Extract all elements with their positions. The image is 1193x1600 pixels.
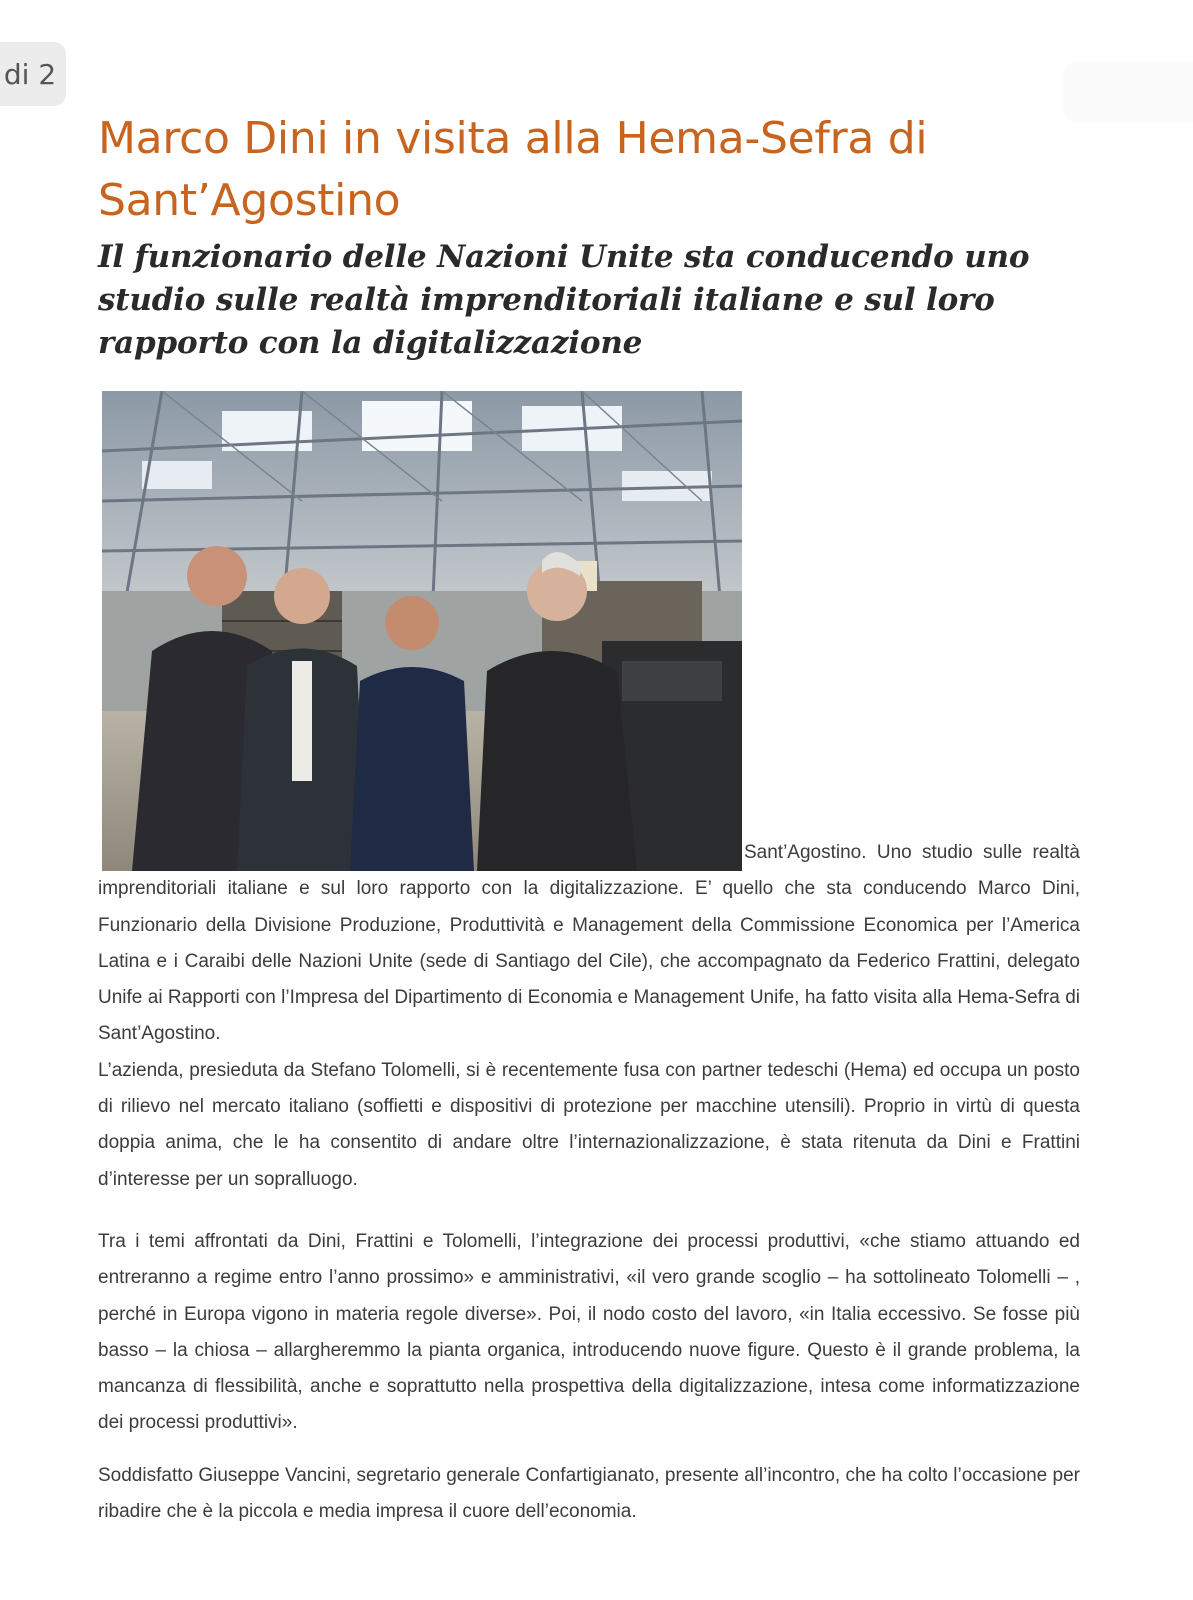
article-paragraph: L’azienda, presieduta da Stefano Tolomelli, si è recentemente fusa con partner tedeschi (Hema) ed occupa un posto di rilievo nel mercato italiano (soffietti e dispositivi di protezione per macchine utensili). Proprio in virtù di questa doppia anima, che le ha consentito di andare oltre l’internazionalizzazione, è stata ritenuta da Dini e Frattini d’interesse per un sopralluogo. [98,1059,1080,1190]
article-paragraph: Sant’Agostino. Uno studio sulle realtà imprenditoriali italiane e sul loro rapporto con la digitalizzazione. E’ quello che sta conducendo Marco Dini, Funzionario della Divisione Produzione, Produttività e Management della Commissione Economica per l’America Latina e i Caraibi delle Nazioni Unite (sede di Santiago del Cile), che accompagnato da Federico Frattini, delegato Unife ai Rapporti con l’Impresa del Dipartimento di Economia e Management Unife, ha fatto visita alla Hema-Sefra di Sant’Agostino. [98,842,1080,1045]
article-paragraph: Soddisfatto Giuseppe Vancini, segretario generale Confartigianato, presente all’incontro, che ha colto l’occasione per ribadire che è la piccola e media impresa il cuore dell’economia. [98,1464,1080,1523]
article-title: Marco Dini in visita alla Hema-Sefra di Sant’Agostino [98,113,928,226]
overlay-button-placeholder[interactable] [1063,62,1193,122]
article-paragraph: Tra i temi affrontati da Dini, Frattini e Tolomelli, l’integrazione dei processi produttivi, «che stiamo attuando ed entreranno a regime entro l’anno prossimo» e amministrativi, «il vero grande scoglio – ha sottolineato Tolomelli – , perché in Europa vigono in materia regole diverse». Poi, il nodo costo del lavoro, «in Italia eccessivo. Se fosse più basso – la chiosa – allargheremmo la pianta organica, introducendo nuove figure. Questo è il grande problema, la mancanza di flessibilità, anche e soprattutto nella prospettiva della digitalizzazione, intesa come informatizzazione dei processi produttivi». [98,1230,1080,1434]
factory-photo-illustration [102,391,742,871]
article-photo [102,391,742,871]
article-subtitle: Il funzionario delle Nazioni Unite sta conducendo uno studio sulle realtà imprenditoriali italiane e sul loro rapporto con la digitalizzazione [98,239,1030,361]
article [98,108,1080,1530]
page-indicator: di 2 [0,42,66,106]
